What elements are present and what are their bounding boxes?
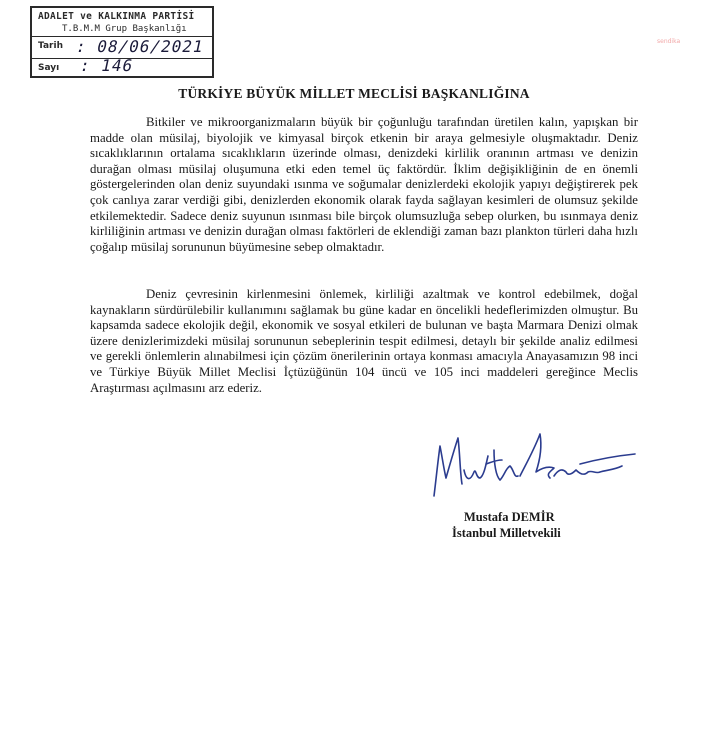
paragraph-2-text: Deniz çevresinin kirlenmesini önlemek, kirliliği azaltmak ve kontrol edebilmek, doğal kaynakların sürdürülebilir kullanımını sağlamak bu güne kadar en öncelikli hedeflerimizden olmuştur. Bu kapsamda sadece ekolojik değil, ekonomik ve sosyal etkileri de bulunan ve başta Marmara Denizi olmak üzere denizlerimizdeki müsilaj sorununun sebeplerinin tespit edilmesi, detaylı bir şekilde analiz edilmesi ve gerekli önlemlerin alınabilmesi için çözüm önerilerinin ortaya konması amacıyla Anayasamızın 98 inci ve Türkiye Büyük Millet Meclisi İçtüzüğünün 104 üncü ve 105 inci maddeleri gereğince Meclis Araştırması açılmasını arz ederiz. bbox=[90, 287, 638, 395]
paragraph-1 bbox=[90, 115, 638, 255]
stamp-date-label: Tarih bbox=[38, 41, 63, 51]
stamp-date-value: : 08/06/2021 bbox=[73, 37, 206, 56]
stamp-unit: T.B.M.M Grup Başkanlığı bbox=[62, 24, 187, 34]
signer-name: Mustafa DEMİR bbox=[464, 510, 555, 524]
signer-block bbox=[452, 509, 561, 541]
paragraph-2 bbox=[90, 287, 638, 396]
signer-role: İstanbul Milletvekili bbox=[452, 526, 561, 540]
stamp-party-name: ADALET ve KALKINMA PARTİSİ bbox=[38, 11, 195, 22]
stamp-number-row bbox=[32, 58, 212, 77]
stamp-number-value: : 146 bbox=[77, 56, 136, 75]
document-title: TÜRKİYE BÜYÜK MİLLET MECLİSİ BAŞKANLIĞINA bbox=[178, 86, 530, 101]
paragraph-1-text: Bitkiler ve mikroorganizmaların büyük bir çoğunluğu tarafından üretilen kalın, yapışkan bir madde olan müsilaj, biyolojik ve kimyasal birçok etkenin bir araya gelmesiyle oluşmaktadır. Deniz sıcaklıklarının ortalama sıcaklıkların üzerinde olması, denizdeki kirlilik oranının artması ve denizin durağan olması müsilaj oluşumuna etki eden temel üç faktördür. İklim değişikliğinin de en önemli göstergelerinden olan deniz suyundaki ısınma ve soğumalar denizlerdeki ekolojik yapıyı değiştirerek pek çok canlıya zarar verdiği gibi, denizlerden ekonomik olarak fayda sağlayan kesimleri de olumsuz şekilde etkilemektedir. Sadece deniz suyunun ısınması bile birçok olumsuzluğa sebep olurken, bu ısınmaya deniz kirliliğinin artması ve denizin durağan olması faktörleri de eklendiği zaman bazı plankton türleri daha hızlı çoğalıp müsilaj sorununun büyümesine sebep olmaktadır. bbox=[90, 115, 638, 254]
stamp-number-label: Sayı bbox=[38, 63, 60, 73]
handwritten-signature bbox=[430, 420, 640, 500]
watermark: sendika bbox=[657, 38, 681, 45]
party-stamp bbox=[30, 6, 214, 78]
